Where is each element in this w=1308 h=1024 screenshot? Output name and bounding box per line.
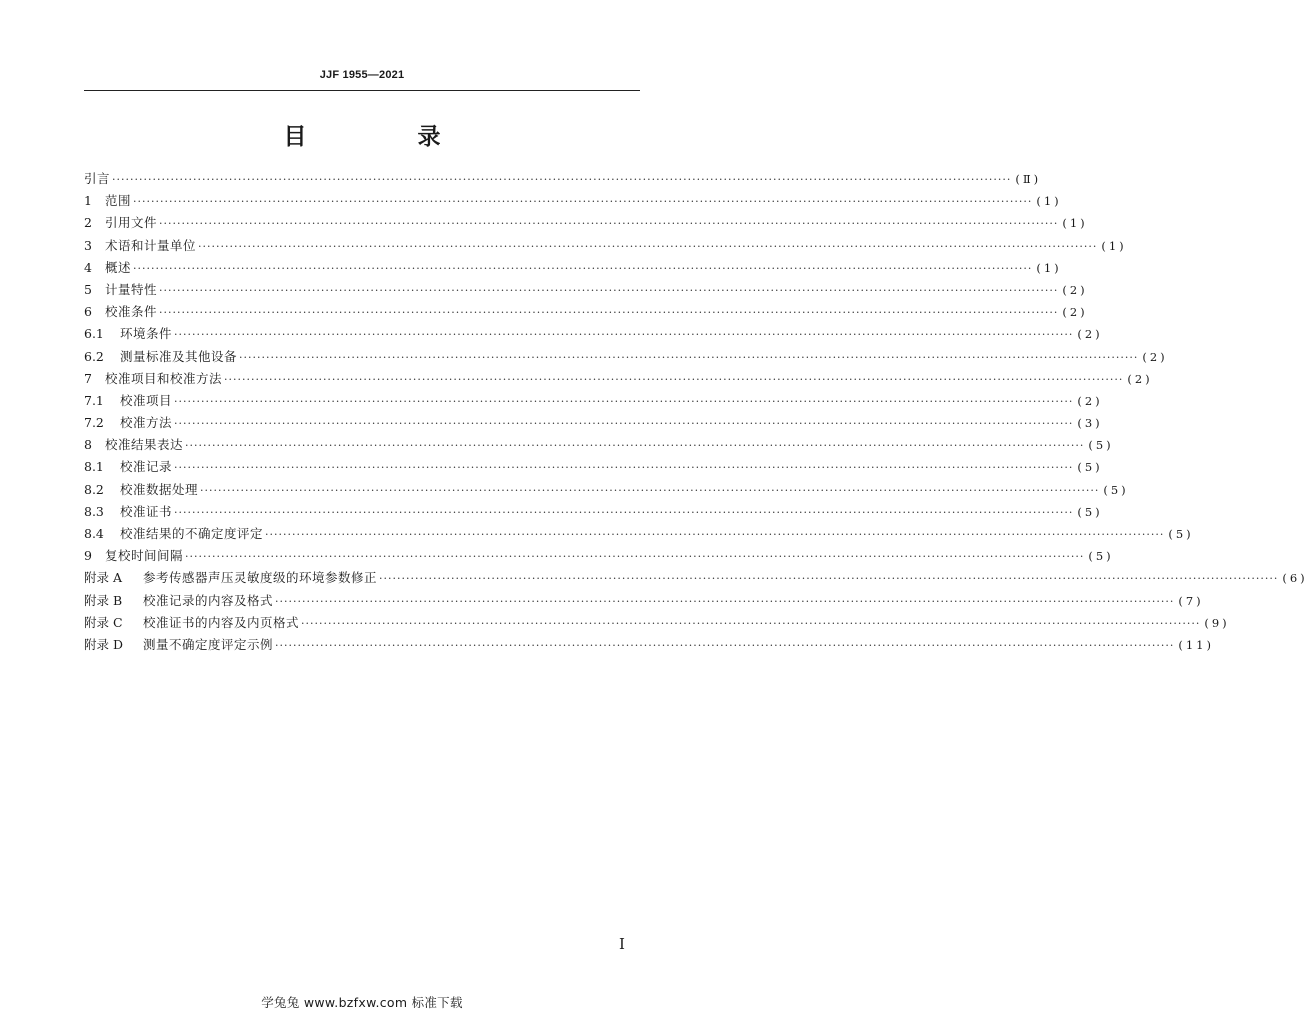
toc-leader-dots: ········································································································································································································ [200,483,1100,497]
toc-entry-6[interactable] [84,301,1088,323]
toc-entry-label: 引言 [84,171,111,186]
toc-entry-number: 8.3 [84,503,104,519]
toc-entry-7[interactable] [84,368,1153,390]
toc-entry-appendix-a[interactable] [84,567,1308,589]
toc-entry-page: (11) [1178,637,1214,652]
toc-entry-number: 6.1 [84,326,104,342]
toc-entry-page: (5) [1103,482,1129,497]
toc-entry-label: 术语和计量单位 [105,237,197,253]
toc-entry-7-1[interactable] [84,390,1103,412]
toc-entry-number: 4 [84,259,92,275]
toc-entry-number: 7.1 [84,392,104,408]
toc-entry-6-1[interactable] [84,323,1103,345]
toc-entry-label: 测量不确定度评定示例 [143,636,274,652]
toc-entry-label: 复校时间间隔 [105,548,184,564]
toc-leader-dots: ········································································································································································································ [198,239,1098,253]
toc-entry-label: 校准证书的内容及内页格式 [143,614,300,630]
toc-entry-page: (Ⅱ) [1015,172,1042,186]
header-divider [84,90,640,91]
toc-entry-page: (5) [1168,527,1194,541]
toc-entry-1[interactable] [84,190,1062,212]
toc-entry-page: (1) [1062,216,1088,231]
toc-entry-label: 校准方法 [120,415,173,431]
toc-entry-6-2[interactable] [84,346,1168,368]
toc-entry-page: (1) [1036,194,1062,209]
toc-entry-label: 校准条件 [105,304,158,320]
toc-entry-label: 范围 [105,193,132,209]
toc-entry-label: 概述 [105,259,132,275]
toc-entry-8-3[interactable] [84,501,1103,523]
document-code: JJF 1955—2021 [319,69,405,81]
toc-entry-9[interactable] [84,545,1114,567]
toc-entry-intro[interactable] [84,168,1042,190]
toc-leader-dots: ········································································································································································································ [174,461,1074,475]
toc-entry-label: 引用文件 [105,215,158,231]
toc-leader-dots: ········································································································································································································ [174,328,1074,342]
toc-entry-7-2[interactable] [84,412,1103,434]
toc-entry-page: (5) [1077,460,1103,475]
toc-entry-page: (3) [1077,416,1103,431]
toc-entry-label: 校准项目和校准方法 [105,370,223,386]
toc-leader-dots: ········································································································································································································ [265,528,1165,541]
toc-entry-label: 校准记录 [120,459,173,475]
toc-entry-8-4[interactable] [84,523,1194,545]
toc-entry-3[interactable] [84,235,1127,257]
toc-entry-page: (5) [1088,438,1114,453]
toc-entry-8-1[interactable] [84,456,1103,478]
toc-entry-page: (1) [1101,238,1127,253]
toc-entry-number: 2 [84,215,92,231]
toc-leader-dots: ········································································································································································································ [159,306,1059,320]
toc-entry-page: (5) [1088,549,1114,564]
toc-leader-dots: ········································································································································································································ [275,594,1175,608]
toc-entry-page: (2) [1077,327,1103,342]
toc-entry-page: (2) [1062,305,1088,320]
toc-leader-dots: ········································································································································································································ [159,283,1059,297]
toc-entry-number: 附录 C [84,614,123,630]
toc-entry-label: 校准证书 [120,503,173,519]
toc-entry-page: (2) [1077,393,1103,408]
toc-leader-dots: ········································································································································································································ [159,217,1059,231]
toc-entry-page: (2) [1062,282,1088,297]
table-of-contents [84,168,1308,656]
toc-entry-label: 校准项目 [120,392,173,408]
toc-entry-5[interactable] [84,279,1088,301]
toc-entry-4[interactable] [84,257,1062,279]
toc-entry-number: 7.2 [84,415,104,431]
toc-entry-page: (6) [1282,571,1308,586]
toc-leader-dots: ········································································································································································································ [174,417,1074,431]
toc-entry-label: 校准结果表达 [105,437,184,453]
toc-entry-page: (2) [1142,349,1168,364]
toc-leader-dots: ········································································································································································································ [224,372,1124,386]
page-number: I [619,935,625,953]
toc-entry-8[interactable] [84,434,1114,456]
toc-entry-number: 1 [84,193,92,209]
toc-entry-label: 参考传感器声压灵敏度级的环境参数修正 [143,570,378,586]
toc-entry-number: 6 [84,304,92,320]
page-title: 目 录 [283,124,485,150]
toc-entry-number: 附录 D [84,636,123,652]
toc-entry-number: 5 [84,281,92,297]
toc-entry-page: (5) [1077,504,1103,519]
toc-entry-appendix-b[interactable] [84,590,1204,612]
toc-entry-appendix-d[interactable] [84,634,1214,656]
toc-entry-label: 校准数据处理 [120,481,199,497]
footer-watermark: 学兔兔 www.bzfxw.com 标准下载 [261,995,463,1010]
toc-entry-label: 计量特性 [105,281,158,297]
toc-entry-number: 8 [84,437,92,453]
toc-entry-page: (2) [1127,371,1153,386]
toc-entry-label: 测量标准及其他设备 [120,348,238,364]
toc-leader-dots: ········································································································································································································ [185,550,1085,564]
toc-entry-number: 8.4 [84,526,104,541]
toc-entry-number: 附录 B [84,592,123,608]
toc-leader-dots: ········································································································································································································ [185,439,1085,453]
toc-leader-dots: ········································································································································································································ [275,638,1175,652]
toc-entry-page: (9) [1204,615,1230,630]
toc-entry-8-2[interactable] [84,479,1129,501]
toc-entry-label: 校准记录的内容及格式 [143,592,274,608]
toc-entry-number: 3 [84,237,92,253]
toc-entry-number: 8.2 [84,481,104,497]
toc-entry-number: 8.1 [84,459,104,475]
toc-leader-dots: ········································································································································································································ [112,173,1012,186]
toc-leader-dots: ········································································································································································································ [174,505,1074,519]
toc-entry-appendix-c[interactable] [84,612,1230,634]
toc-entry-label: 校准结果的不确定度评定 [120,526,264,541]
toc-leader-dots: ········································································································································································································ [174,394,1074,408]
toc-entry-number: 6.2 [84,348,104,364]
toc-entry-number: 附录 A [84,570,123,586]
toc-leader-dots: ········································································································································································································ [133,195,1033,209]
toc-entry-page: (7) [1178,593,1204,608]
toc-leader-dots: ········································································································································································································ [379,572,1279,586]
toc-entry-page: (1) [1036,260,1062,275]
toc-entry-number: 7 [84,370,92,386]
toc-entry-label: 环境条件 [120,326,173,342]
toc-leader-dots: ········································································································································································································ [133,261,1033,275]
toc-leader-dots: ········································································································································································································ [301,616,1201,630]
toc-leader-dots: ········································································································································································································ [239,350,1139,364]
toc-entry-number: 9 [84,548,92,564]
toc-entry-2[interactable] [84,212,1088,234]
